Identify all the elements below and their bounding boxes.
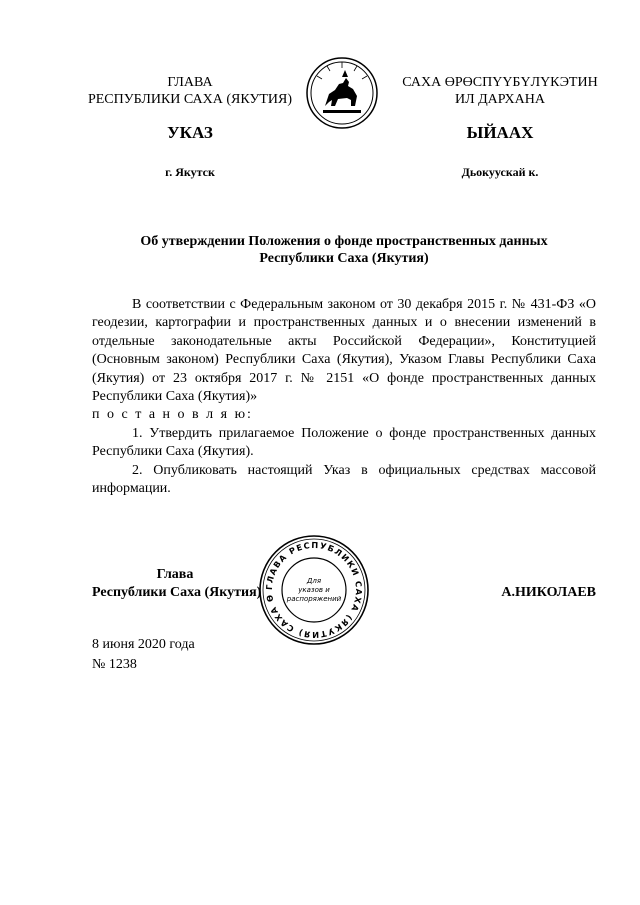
document-date: 8 июня 2020 года (92, 637, 195, 652)
document-body (92, 296, 596, 498)
issuer-line1-sah: САХА ӨРӨСПҮҮБҮЛҮКЭТИН (402, 75, 598, 90)
document-title (92, 233, 596, 267)
title-line2: Республики Саха (Якутия) (259, 251, 429, 266)
svg-text:распоряжений: распоряжений (286, 595, 342, 603)
svg-text:указов и: указов и (298, 586, 330, 594)
preamble-paragraph: В соответствии с Федеральным законом от 30 декабря 2015 г. № 431-ФЗ «О геодезии, картографии и пространственных данных и о внесении изменений в отдельные законодательные акты Российской Федерации», Конституцией (Основным законом) Республики Саха (Якутия), Указом Главы Республики Саха (Якутия) от 23 октября 2017 г. № 2151 «О фонде пространственных данных Республики Саха (Якутия)» (92, 297, 596, 405)
coat-of-arms-icon (305, 56, 379, 130)
title-line1: Об утверждении Положения о фонде пространственных данных (140, 234, 548, 249)
doc-type-sah: ЫЙААХ (466, 123, 534, 142)
issuer-line2-sah: ИЛ ДАРХАНА (454, 92, 545, 107)
signatory-title-line2: Республики Саха (Якутия) (92, 585, 262, 600)
document-number: № 1238 (92, 657, 137, 672)
signatory-title-line1: Глава (156, 567, 194, 582)
issuer-header-ru (78, 74, 302, 108)
resolution-phrase: п о с т а н о в л я ю: (92, 407, 253, 423)
issuer-line1-ru: ГЛАВА (167, 75, 213, 90)
seal-outer-text: ГЛАВА РЕСПУБЛИКИ САХА (ЯКУТИЯ) САХА Ө (263, 539, 365, 641)
signatory-name: А.НИКОЛАЕВ (501, 585, 596, 600)
clause-2: 2. Опубликовать настоящий Указ в официальных средствах массовой информации. (92, 462, 596, 497)
clause-1: 1. Утвердить прилагаемое Положение о фонде пространственных данных Республики Саха (Якутия). (92, 425, 596, 460)
city-ru: г. Якутск (165, 165, 215, 179)
svg-text:Для: Для (306, 577, 322, 585)
city-sah: Дьокуускай к. (461, 165, 539, 179)
issuer-line2-ru: РЕСПУБЛИКИ САХА (ЯКУТИЯ) (87, 92, 293, 107)
round-seal-stamp-icon (258, 534, 370, 646)
doc-type-ru: УКАЗ (167, 123, 213, 142)
issuer-header-sah (380, 74, 620, 108)
